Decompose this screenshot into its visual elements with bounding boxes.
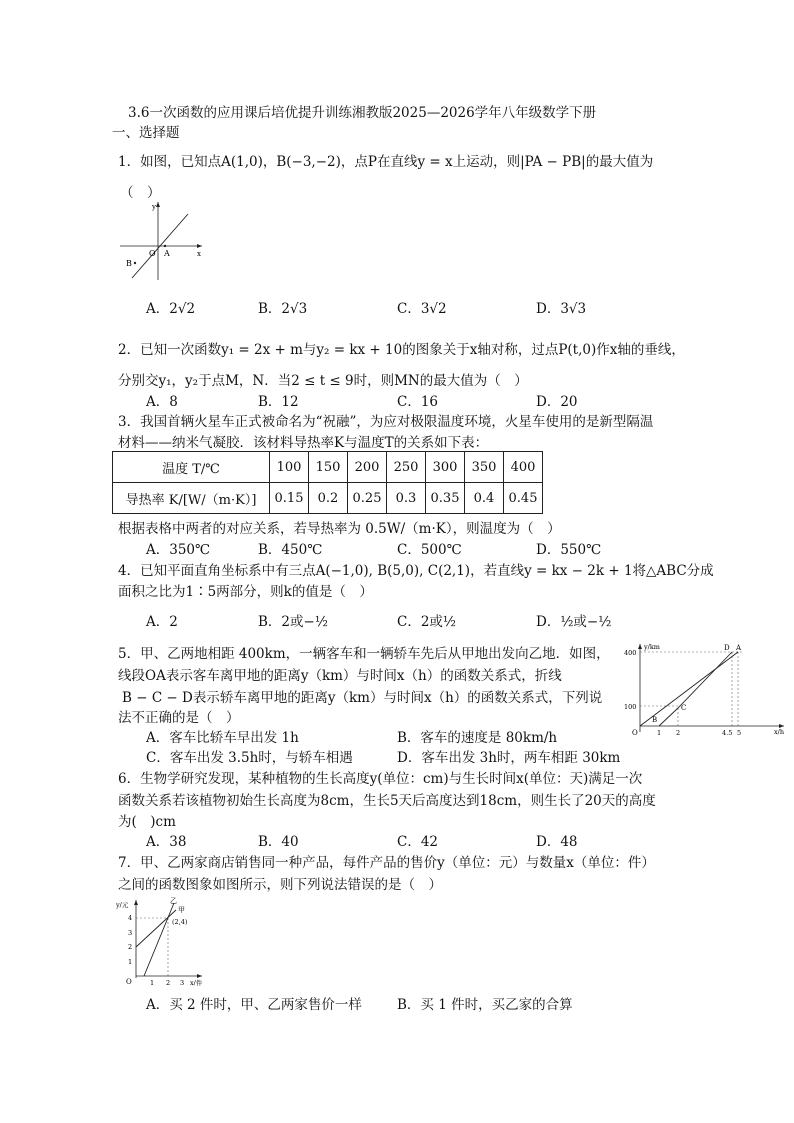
table-cell: 300: [426, 452, 465, 483]
q6-option-a[interactable]: A．38: [146, 834, 187, 850]
q3-stem-line1: 3．我国首辆火星车正式被命名为“祝融”，为应对极限温度环境，火星车使用的是新型隔温: [118, 414, 654, 430]
q7-option-b[interactable]: B．买 1 件时，买乙家的合算: [397, 997, 573, 1013]
q5-x-label: x/h: [774, 728, 785, 736]
q2-option-c[interactable]: C．16: [397, 394, 439, 410]
q5-stem-line1: 5．甲、乙两地相距 400km，一辆客车和一辆轿车先后从甲地出发向乙地．如图，: [118, 646, 610, 662]
q5-y-label: y/km: [644, 643, 660, 651]
q7-tick-x2: 2: [166, 979, 171, 986]
q1-x-label: x: [197, 250, 201, 258]
q5-stem-line4: 法不正确的是（ ）: [118, 710, 240, 726]
table-row-head-conductivity: 导热率 K/[W/（m·K）]: [113, 483, 270, 514]
q7-tick-y2: 2: [128, 943, 133, 951]
table-cell: 350: [465, 452, 504, 483]
table-cell: 0.35: [426, 483, 465, 514]
q6-option-d[interactable]: D．48: [536, 834, 578, 850]
q7-line-yi: [144, 903, 174, 976]
q5-origin-label: O: [632, 729, 638, 736]
q7-tick-y3: 3: [128, 929, 133, 937]
q4-stem-line2: 面积之比为1∶5两部分，则k的值是（ ）: [118, 584, 373, 600]
page-title: 3.6一次函数的应用课后培优提升训练湘教版2025—2026学年八年级数学下册: [128, 105, 597, 121]
q5-point-a-label: A: [736, 644, 742, 652]
q7-label-jia: 甲: [178, 906, 185, 914]
q7-label-yi: 乙: [170, 897, 177, 905]
q3-stem-line2: 材料——纳米气凝胶．该材料导热率K与温度T的关系如下表：: [118, 435, 489, 451]
q5-segment-oa: [640, 652, 738, 726]
table-row: [113, 452, 543, 483]
q7-x-label: x/件: [190, 979, 203, 986]
q1-stem-line2: （ ）: [120, 185, 161, 201]
q1-point-b-label: B: [126, 259, 132, 268]
q5-tick-1: 1: [657, 729, 662, 736]
q5-point-c-label: C: [681, 704, 687, 712]
table-row: [113, 483, 543, 514]
section-heading: 一、选择题: [112, 125, 180, 141]
q7-line-jia: [136, 910, 176, 947]
q5-graph: [620, 640, 792, 736]
q7-point-label: (2,4): [172, 918, 188, 926]
q1-graph: [118, 198, 206, 282]
q3-option-b[interactable]: B．450℃: [258, 542, 323, 558]
table-cell: 150: [309, 452, 348, 483]
q1-option-b[interactable]: B．2√3: [258, 301, 308, 317]
q5-tick-4-5: 4.5: [722, 729, 733, 736]
q7-tick-x1: 1: [150, 979, 155, 986]
q5-point-b-label: B: [652, 716, 658, 724]
q1-point-a-label: A: [164, 249, 170, 258]
q1-origin-label: O: [149, 249, 156, 258]
q1-y-label: y: [152, 203, 156, 211]
table-cell: 250: [387, 452, 426, 483]
table-row-head-temperature: 温度 T/℃: [113, 452, 270, 483]
q2-option-a[interactable]: A．8: [146, 394, 178, 410]
q6-stem-line3: 为( )cm: [118, 814, 176, 830]
table-cell: 0.2: [309, 483, 348, 514]
q6-stem-line2: 函数关系若该植物初始生长高度为8cm，生长5天后高度达到18cm，则生长了20天的高度: [118, 793, 656, 809]
q5-polyline-bcd: [659, 652, 732, 726]
q5-option-a[interactable]: A．客车比轿车早出发 1h: [146, 730, 299, 746]
q5-tick-100: 100: [624, 703, 637, 711]
q7-tick-x3: 3: [180, 979, 185, 986]
q3-stem-line3: 根据表格中两者的对应关系，若导热率为 0.5W/（m·K），则温度为（ ）: [118, 521, 561, 537]
q4-stem-line1: 4．已知平面直角坐标系中有三点A(−1,0), B(5,0), C(2,1)，若直线y = kx − 2k + 1将△ABC分成: [118, 563, 714, 579]
table-cell: 0.25: [348, 483, 387, 514]
q7-origin-label: O: [126, 978, 132, 986]
table-cell: 400: [504, 452, 543, 483]
q3-option-c[interactable]: C．500℃: [397, 542, 462, 558]
table-cell: 100: [270, 452, 309, 483]
q5-option-c[interactable]: C．客车出发 3.5h时，与轿车相遇: [146, 750, 353, 766]
q1-option-c[interactable]: C．3√2: [397, 301, 447, 317]
table-cell: 0.3: [387, 483, 426, 514]
q7-graph: [112, 894, 208, 986]
q3-option-d[interactable]: D．550℃: [536, 542, 602, 558]
q2-option-d[interactable]: D．20: [536, 394, 578, 410]
q4-option-c[interactable]: C．2或½: [397, 614, 457, 630]
q7-tick-y1: 1: [128, 958, 133, 966]
q5-tick-400: 400: [624, 649, 637, 657]
q2-option-b[interactable]: B．12: [258, 394, 299, 410]
q4-option-a[interactable]: A．2: [146, 614, 178, 630]
q3-data-table: [112, 451, 543, 514]
q3-option-a[interactable]: A．350℃: [146, 542, 211, 558]
q7-stem-line2: 之间的函数图象如图所示，则下列说法错误的是（ ）: [118, 877, 442, 893]
q7-option-a[interactable]: A．买 2 件时，甲、乙两家售价一样: [146, 997, 362, 1013]
q7-tick-y4: 4: [128, 914, 133, 922]
q5-point-d-label: D: [724, 644, 730, 652]
q6-option-b[interactable]: B．40: [258, 834, 299, 850]
q5-stem-line2: 线段OA表示客车离甲地的距离y（km）与时间x（h）的函数关系式，折线: [118, 668, 562, 684]
q2-stem-line2: 分别交y₁，y₂于点M，N．当2 ≤ t ≤ 9时，则MN的最大值为（ ）: [118, 373, 528, 389]
q5-stem-line3: B − C − D表示轿车离甲地的距离y（km）与时间x（h）的函数关系式，下列说: [122, 690, 603, 706]
q5-tick-5: 5: [737, 729, 742, 736]
q6-stem-line1: 6．生物学研究发现，某种植物的生长高度y(单位：cm)与生长时间x(单位：天)满足一次: [118, 771, 643, 787]
q5-tick-2: 2: [676, 729, 681, 736]
table-cell: 200: [348, 452, 387, 483]
q1-stem-line1: 1．如图，已知点A(1,0)，B(−3,−2)，点P在直线y = x上运动，则|PA − PB|的最大值为: [118, 154, 654, 170]
table-cell: 0.4: [465, 483, 504, 514]
table-cell: 0.45: [504, 483, 543, 514]
q6-option-c[interactable]: C．42: [397, 834, 439, 850]
table-cell: 0.15: [270, 483, 309, 514]
q5-option-b[interactable]: B．客车的速度是 80km/h: [397, 730, 558, 746]
q4-option-d[interactable]: D．½或−½: [536, 614, 612, 630]
q7-stem-line1: 7．甲、乙两家商店销售同一种产品，每件产品的售价y（单位：元）与数量x（单位：件）: [118, 855, 655, 871]
q4-option-b[interactable]: B．2或−½: [258, 614, 328, 630]
q2-stem-line1: 2．已知一次函数y₁ = 2x + m与y₂ = kx + 10的图象关于x轴对称，过点P(t,0)作x轴的垂线，: [118, 342, 685, 358]
q1-option-d[interactable]: D．3√3: [536, 301, 587, 317]
q5-option-d[interactable]: D．客车出发 3h时，两车相距 30km: [397, 750, 621, 766]
q1-option-a[interactable]: A．2√2: [146, 301, 196, 317]
q7-y-label: y/元: [116, 901, 129, 909]
